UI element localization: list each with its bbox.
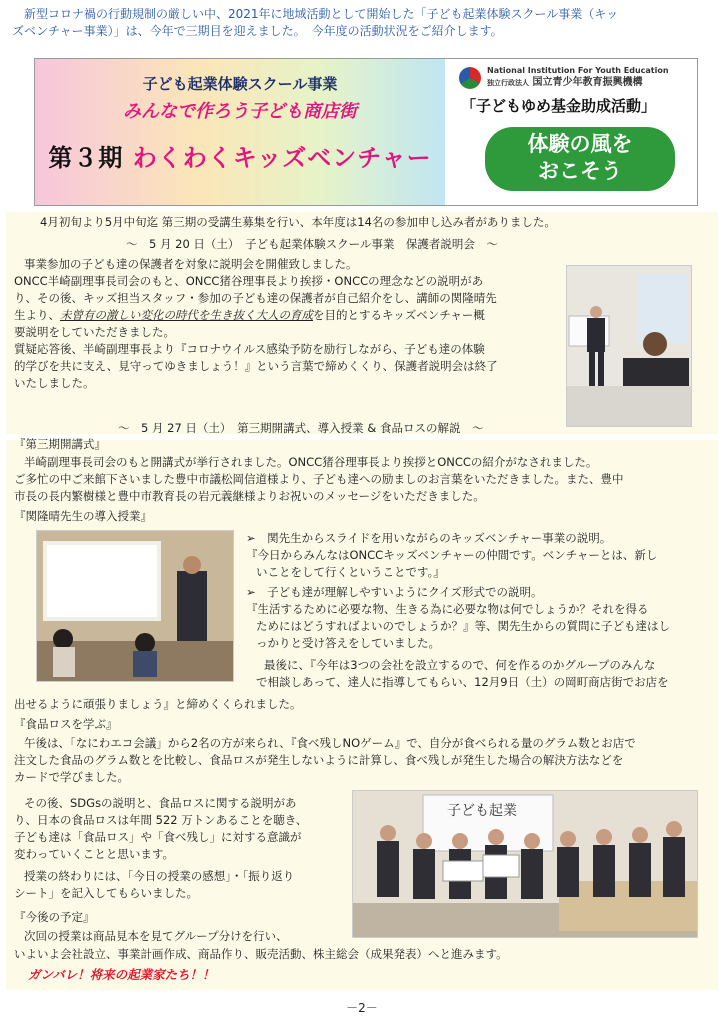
- photo-intro-class: [36, 530, 234, 682]
- intro-line: 新型コロナ禍の行動規制の厳しい中、2021年に地域活動として開始した「子ども起業体験スクール事業（キッ: [24, 7, 619, 21]
- paragraph-line: 変わっていくことと思います。: [14, 847, 174, 861]
- slogan-line-1: 体験の風を: [527, 132, 633, 156]
- paragraph-line: 要説明をしていただきました。: [14, 325, 175, 339]
- subheading-future-plans: 『今後の予定』: [14, 910, 95, 924]
- paragraph-line: 市長の長内繁樹様と豊中市教育長の岩元義継様よりお祝いのメッセージをいただきました。: [14, 489, 485, 503]
- paragraph-line: ➢ 関先生からスライドを用いながらのキッズベンチャー事業の説明。: [246, 531, 612, 545]
- fund-name: 「子どもゆめ基金助成活動」: [461, 97, 657, 115]
- event-banner: [34, 58, 698, 206]
- banner-line-2: みんなで作ろう子ども商店街: [123, 101, 357, 122]
- closing-message: ガンバレ！将来の起業家たち！！: [28, 967, 215, 982]
- subheading-opening-ceremony: 『第三期開講式』: [14, 437, 106, 451]
- text-run: を目的とするキッズベンチャー概: [313, 308, 485, 322]
- paragraph-line: っかりと受け答えをしていました。: [256, 636, 440, 650]
- intro-text: [12, 6, 712, 41]
- classroom-photo-illustration: [37, 531, 233, 681]
- paragraph-line: 事業参加の子ども達の保護者を対象に説明会を開催致しました。: [24, 257, 358, 271]
- paragraph-line: ためにはどうすればよいのでしょうか？』等、関先生からの質問に子ども達はし: [256, 619, 670, 633]
- meeting-photo-illustration: [567, 266, 691, 426]
- paragraph-line: その後、SDGsの説明と、食品ロスに関する説明があ: [24, 796, 297, 810]
- paragraph-line: 授業の終わりには、「今日の授業の感想」・「振り返り: [24, 869, 295, 883]
- paragraph-line: いよいよ会社設立、事業計画作成、商品作り、販売活動、株主総会（成果発表）へと進みます。: [14, 947, 508, 961]
- paragraph-line: ONCC半崎副理事長司会のもと、ONCC猪谷理事長より挨拶・ONCCの理念などの説明があ: [14, 274, 484, 288]
- slogan-badge: [485, 127, 675, 191]
- sponsor-name: 国立青少年教育振興機構: [532, 77, 643, 88]
- banner-program-name: わくわくキッズベンチャー: [132, 144, 432, 172]
- paragraph-line: 注文した食品のグラム数とを比較し、食品ロスが発生しないように計算し、食べ残しが発生した場合の解決方法などを: [14, 753, 624, 767]
- sponsor-name-en: National Institution For Youth Education: [487, 66, 669, 75]
- paragraph-line: 午後は、「なにわエコ会議」から2名の方が来られ、『食べ残しNOゲーム』で、自分が食べられる量のグラム数とお店で: [24, 736, 636, 750]
- paragraph-line: いたしました。: [14, 376, 95, 390]
- paragraph-line: 『生活するために必要な物、生きる為に必要な物は何でしょうか？それを得る: [246, 602, 649, 616]
- slogan-line-2: おこそう: [538, 159, 622, 183]
- paragraph-line: ➢ 子ども達が理解しやすいようにクイズ形式での説明。: [246, 585, 543, 599]
- paragraph-line: シート」を記入してもらいました。: [14, 886, 198, 900]
- photo-group: [352, 790, 698, 938]
- group-photo-illustration: [353, 791, 697, 937]
- banner-line-1: 子ども起業体験スクール事業: [142, 75, 338, 93]
- paragraph-line: カードで学びました。: [14, 770, 129, 784]
- banner-sponsor-panel: [445, 59, 697, 205]
- section-heading-parents-meeting: ～ 5 月 20 日（土） 子ども起業体験スクール事業 保護者説明会 ～: [126, 237, 498, 251]
- paragraph-line: ご多忙の中ご来館下さいました豊中市議松岡信道様より、子ども達への励ましのお言葉をいただきました。また、豊中: [14, 472, 624, 486]
- sponsor-name-jp: [487, 76, 642, 91]
- paragraph-line: いことをして行くということです。』: [256, 565, 445, 579]
- text-run: 生より、: [14, 308, 60, 322]
- nify-logo-icon: [459, 67, 481, 89]
- paragraph-line: で相談しあって、達人に指導してもらい、12月9日（土）の岡町商店街でお店を: [256, 675, 669, 689]
- paragraph-line: 最後に、『今年は3つの会社を設立するので、何を作るのかグループのみんな: [264, 658, 656, 672]
- paragraph-line: 出せるように頑張りましょう』と締めくくられました。: [14, 697, 302, 711]
- photo-parents-meeting: [566, 265, 692, 427]
- subheading-intro-class: 『関隆晴先生の導入授業』: [14, 509, 152, 523]
- paragraph-line: り、日本の食品ロスは年間 522 万トンあることを聴き、: [14, 813, 308, 827]
- emphasized-phrase: 未曾有の激しい変化の時代を生き抜く大人の育成: [60, 308, 313, 322]
- paragraph-line: [14, 307, 485, 324]
- paragraph-line: 半崎副理事長司会のもと開講式が挙行されました。ONCC猪谷理事長より挨拶とONCCの紹介がなされました。: [24, 455, 598, 469]
- paragraph-line: 質疑応答後、半崎副理事長より『コロナウイルス感染予防を励行しながら、子ども達の体験: [14, 342, 485, 356]
- recruitment-text: 4月初旬より5月中旬迄 第三期の受講生募集を行い、本年度は14名の参加申し込み者がありました。: [40, 215, 556, 229]
- banner-term: 第３期: [48, 144, 124, 172]
- section-heading-opening: ～ 5 月 27 日（土） 第三期開講式、導入授業 & 食品ロスの解説 ～: [118, 421, 484, 435]
- intro-line: ズベンチャー事業）」は、今年で三期目を迎えました。 今年度の活動状況をご紹介します。: [12, 24, 503, 39]
- paragraph-line: 『今日からみんなはONCCキッズベンチャーの仲間です。ベンチャーとは、新し: [246, 548, 658, 562]
- paragraph-line: 子ども達は「食品ロス」や「食べ残し」に対する意識が: [14, 830, 302, 844]
- paragraph-line: 次回の授業は商品見本を見てグループ分けを行い、: [24, 929, 288, 943]
- sponsor-prefix: 独立行政法人: [487, 79, 529, 87]
- paragraph-line: 的学びを共に支え、見守ってゆきましょう！』という言葉で締めくくり、保護者説明会は終了: [14, 359, 498, 373]
- paragraph-line: り、その後、キッズ担当スタッフ・参加の子ども達の保護者が自己紹介をし、講師の関隆晴先: [14, 291, 497, 305]
- page-number: －2－: [346, 1001, 378, 1015]
- photo-sign-text: 子ども起業: [447, 803, 517, 819]
- subheading-food-loss: 『食品ロスを学ぶ』: [14, 717, 118, 731]
- banner-line-3: [35, 141, 445, 177]
- banner-title-panel: [35, 59, 445, 205]
